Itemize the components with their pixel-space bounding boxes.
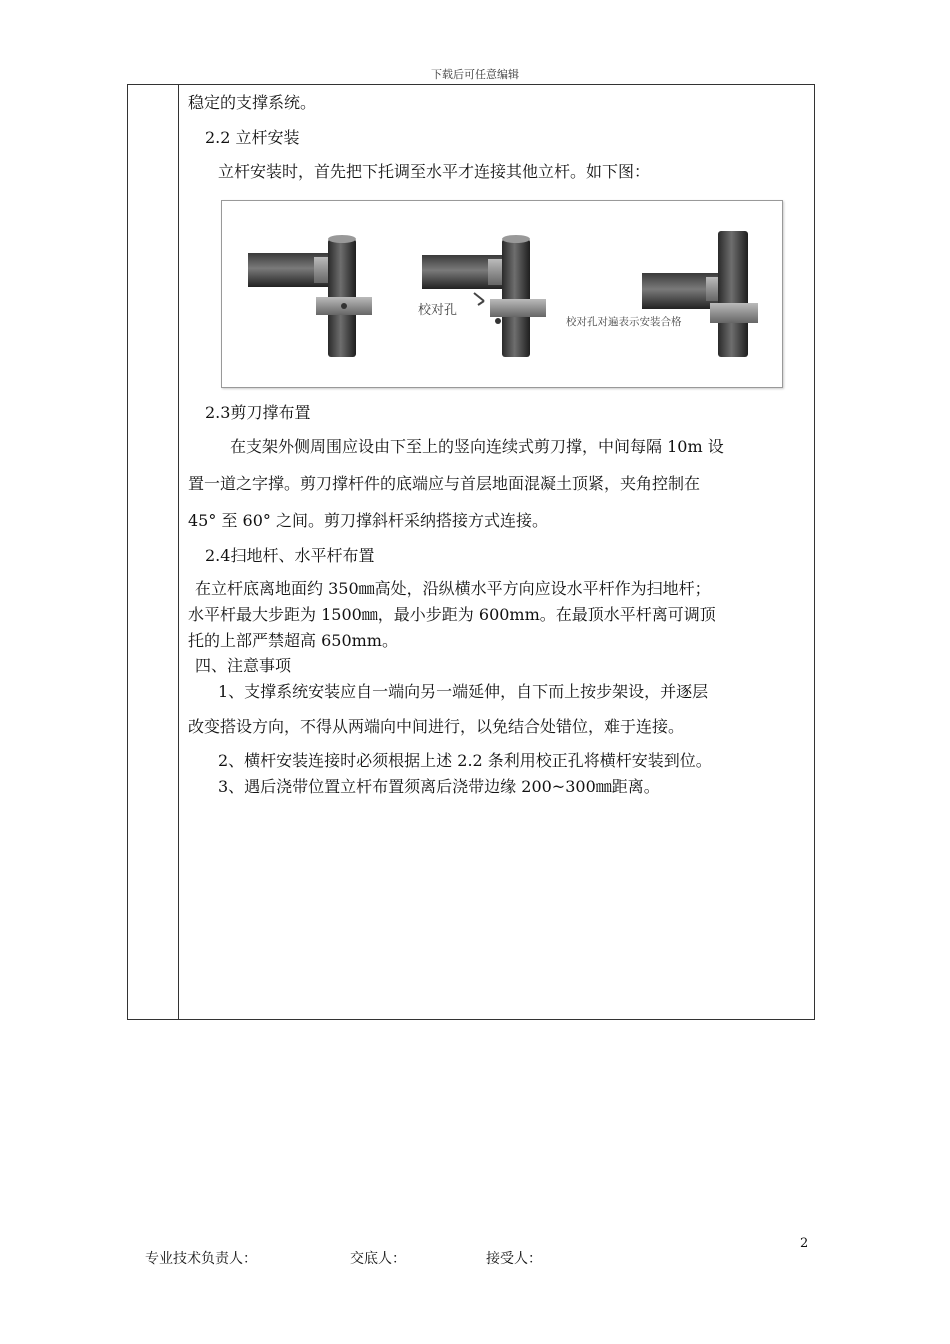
table-column-divider: [178, 84, 179, 1020]
header-note: 下载后可任意编辑: [431, 68, 519, 81]
signature-discloser: 交底人：: [350, 1251, 406, 1267]
figure-step-3: [566, 231, 758, 357]
section-heading-2-3: 2.3剪刀撑布置: [205, 403, 311, 422]
note-1-line2: 改变搭设方向，不得从两端向中间进行，以免结合处错位，难于连接。: [188, 717, 685, 736]
note-2: 2、横杆安装连接时必须根据上述 2.2 条利用校正孔将横杆安装到位。: [218, 751, 712, 770]
figure-step-2: [418, 235, 546, 357]
note-1-line1: 1、支撑系统安装应自一端向另一端延伸，自下而上按步架设，并逐层: [218, 682, 709, 701]
figure-label-aligned-ok: 校对孔对遍表示安装合格: [566, 316, 682, 328]
paragraph-2-4-line2: 水平杆最大步距为 1500㎜，最小步距为 600mm。在最顶水平杆离可调顶: [188, 605, 716, 624]
section-heading-2-4: 2.4扫地杆、水平杆布置: [205, 546, 375, 565]
section-heading-notes: 四、注意事项: [195, 656, 292, 675]
note-3: 3、遇后浇带位置立杆布置须离后浇带边缘 200~300㎜距离。: [218, 777, 660, 796]
pole-installation-figure: [221, 200, 783, 388]
page-number: 2: [800, 1236, 809, 1251]
paragraph-2-4-line3: 托的上部严禁超高 650mm。: [188, 631, 398, 650]
signature-tech-lead: 专业技术负责人：: [145, 1251, 257, 1267]
paragraph-2-4-line1: 在立杆底离地面约 350㎜高处，沿纵横水平方向应设水平杆作为扫地杆；: [195, 579, 711, 598]
figure-step-1: [248, 235, 372, 357]
paragraph-2-2: 立杆安装时，首先把下托调至水平才连接其他立杆。如下图：: [218, 162, 651, 181]
paragraph-2-3-line3: 45° 至 60° 之间。剪刀撑斜杆采纳搭接方式连接。: [188, 511, 548, 530]
paragraph-intro: 稳定的支撑系统。: [188, 93, 317, 112]
paragraph-2-3-line1: 在支架外侧周围应设由下至上的竖向连续式剪刀撑，中间每隔 10m 设: [230, 437, 724, 456]
section-heading-2-2: 2.2 立杆安装: [205, 128, 300, 147]
signature-receiver: 接受人：: [486, 1251, 542, 1267]
figure-label-check-hole: 校对孔: [418, 303, 458, 318]
paragraph-2-3-line2: 置一道之字撑。剪刀撑杆件的底端应与首层地面混凝土顶紧，夹角控制在: [188, 474, 701, 493]
